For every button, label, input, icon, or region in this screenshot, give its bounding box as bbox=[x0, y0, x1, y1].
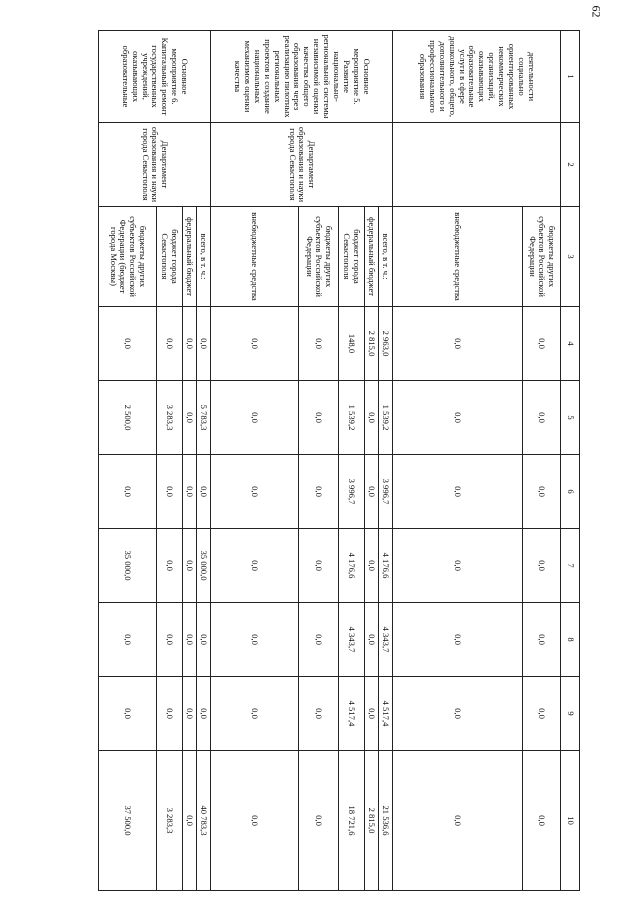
value-cell: 0,0 bbox=[365, 455, 379, 529]
col-header-7: 7 bbox=[561, 529, 580, 603]
total-cell: 40 783,3 bbox=[197, 751, 211, 891]
value-cell: 0,0 bbox=[183, 455, 197, 529]
value-cell: 4 517,4 bbox=[339, 677, 365, 751]
value-cell: 0,0 bbox=[197, 603, 211, 677]
col-header-9: 9 bbox=[561, 677, 580, 751]
col-header-5: 5 bbox=[561, 381, 580, 455]
value-cell: 1 539,2 bbox=[379, 381, 393, 455]
value-cell: 0,0 bbox=[365, 381, 379, 455]
value-cell: 0,0 bbox=[197, 455, 211, 529]
funding-source: бюджет города Севастополя bbox=[157, 207, 183, 307]
value-cell: 0,0 bbox=[99, 307, 157, 381]
value-cell: 2 963,0 bbox=[379, 307, 393, 381]
activity-description: Основное мероприятие 6. Капитальный ремонт государственных учреждений, оказывающих образовательные bbox=[99, 31, 211, 123]
value-cell: 0,0 bbox=[299, 603, 339, 677]
total-cell: 21 536,6 bbox=[379, 751, 393, 891]
col-header-8: 8 bbox=[561, 603, 580, 677]
funding-source: бюджеты других субъектов Российской Федерации (бюджет города Москвы) bbox=[99, 207, 157, 307]
total-cell: 0,0 bbox=[211, 751, 299, 891]
value-cell: 0,0 bbox=[183, 307, 197, 381]
value-cell: 0,0 bbox=[183, 381, 197, 455]
funding-source: всего, в т. ч.: bbox=[379, 207, 393, 307]
value-cell: 0,0 bbox=[99, 677, 157, 751]
total-cell: 0,0 bbox=[299, 751, 339, 891]
total-cell: 0,0 bbox=[183, 751, 197, 891]
value-cell: 0,0 bbox=[157, 677, 183, 751]
value-cell: 0,0 bbox=[211, 603, 299, 677]
value-cell: 0,0 bbox=[211, 307, 299, 381]
total-cell: 0,0 bbox=[393, 751, 523, 891]
value-cell: 4 517,4 bbox=[379, 677, 393, 751]
value-cell: 148,0 bbox=[339, 307, 365, 381]
value-cell: 4 343,7 bbox=[339, 603, 365, 677]
value-cell: 0,0 bbox=[211, 677, 299, 751]
value-cell: 0,0 bbox=[393, 307, 523, 381]
total-cell: 3 283,3 bbox=[157, 751, 183, 891]
value-cell: 0,0 bbox=[393, 677, 523, 751]
table-row bbox=[523, 31, 561, 891]
value-cell: 0,0 bbox=[393, 455, 523, 529]
total-cell: 2 815,0 bbox=[365, 751, 379, 891]
value-cell: 35 000,0 bbox=[99, 529, 157, 603]
col-header-3: 3 bbox=[561, 207, 580, 307]
col-header-2: 2 bbox=[561, 123, 580, 207]
value-cell: 3 283,3 bbox=[157, 381, 183, 455]
value-cell: 35 000,0 bbox=[197, 529, 211, 603]
value-cell: 0,0 bbox=[365, 677, 379, 751]
col-header-10: 10 bbox=[561, 751, 580, 891]
executor-cell: Департамент образования и науки города Севастополя bbox=[211, 123, 393, 207]
value-cell: 2 815,0 bbox=[365, 307, 379, 381]
funding-source: всего, в т. ч.: bbox=[197, 207, 211, 307]
value-cell: 0,0 bbox=[365, 529, 379, 603]
value-cell: 0,0 bbox=[211, 381, 299, 455]
value-cell: 0,0 bbox=[183, 677, 197, 751]
total-cell: 37 500,0 bbox=[99, 751, 157, 891]
column-number-row bbox=[561, 31, 580, 891]
value-cell: 0,0 bbox=[393, 529, 523, 603]
col-header-6: 6 bbox=[561, 455, 580, 529]
col-header-4: 4 bbox=[561, 307, 580, 381]
budget-table-sheet bbox=[80, 30, 580, 890]
col-header-1: 1 bbox=[561, 31, 580, 123]
total-cell: 18 721,6 bbox=[339, 751, 365, 891]
value-cell: 0,0 bbox=[523, 529, 561, 603]
funding-source: федеральный бюджет bbox=[183, 207, 197, 307]
funding-source: внебюджетные средства bbox=[393, 207, 523, 307]
funding-source: бюджет города Севастополя bbox=[339, 207, 365, 307]
value-cell: 0,0 bbox=[157, 529, 183, 603]
value-cell: 0,0 bbox=[211, 529, 299, 603]
funding-source: федеральный бюджет bbox=[365, 207, 379, 307]
value-cell: 0,0 bbox=[299, 455, 339, 529]
value-cell: 0,0 bbox=[523, 381, 561, 455]
value-cell: 0,0 bbox=[523, 455, 561, 529]
funding-source: внебюджетные средства bbox=[211, 207, 299, 307]
table-row bbox=[379, 31, 393, 891]
value-cell: 3 996,7 bbox=[379, 455, 393, 529]
value-cell: 0,0 bbox=[393, 381, 523, 455]
value-cell: 0,0 bbox=[523, 677, 561, 751]
value-cell: 0,0 bbox=[299, 677, 339, 751]
value-cell: 0,0 bbox=[197, 677, 211, 751]
value-cell: 0,0 bbox=[183, 603, 197, 677]
value-cell: 0,0 bbox=[299, 307, 339, 381]
value-cell: 1 539,2 bbox=[339, 381, 365, 455]
budget-table bbox=[98, 30, 580, 891]
value-cell: 0,0 bbox=[393, 603, 523, 677]
value-cell: 0,0 bbox=[99, 455, 157, 529]
value-cell: 4 176,6 bbox=[379, 529, 393, 603]
value-cell: 0,0 bbox=[99, 603, 157, 677]
executor-cell bbox=[393, 123, 561, 207]
value-cell: 0,0 bbox=[211, 455, 299, 529]
funding-source: бюджеты других субъектов Российской Федерации bbox=[299, 207, 339, 307]
value-cell: 0,0 bbox=[523, 307, 561, 381]
activity-description: Основное мероприятие 5. Развитие национально-региональной системы независимой оценки качества общего образования через реализацию пилотных региональных проектов и создание национальных механизмов оценки качества bbox=[211, 31, 393, 123]
value-cell: 0,0 bbox=[299, 381, 339, 455]
value-cell: 0,0 bbox=[197, 307, 211, 381]
value-cell: 0,0 bbox=[157, 455, 183, 529]
funding-source: бюджеты других субъектов Российской Федерации bbox=[523, 207, 561, 307]
value-cell: 0,0 bbox=[157, 603, 183, 677]
total-cell: 0,0 bbox=[523, 751, 561, 891]
activity-description: деятельности социально ориентированных некоммерческих организаций, оказывающих образовательные услуги в сфере дошкольного, общего, дополнительного и профессионального образования bbox=[393, 31, 561, 123]
value-cell: 3 996,7 bbox=[339, 455, 365, 529]
value-cell: 4 343,7 bbox=[379, 603, 393, 677]
value-cell: 4 176,6 bbox=[339, 529, 365, 603]
value-cell: 0,0 bbox=[183, 529, 197, 603]
value-cell: 5 783,3 bbox=[197, 381, 211, 455]
value-cell: 0,0 bbox=[365, 603, 379, 677]
page-number: 62 bbox=[589, 5, 604, 18]
table-row bbox=[197, 31, 211, 891]
executor-cell: Департамент образования и науки города Севастополя bbox=[99, 123, 211, 207]
value-cell: 0,0 bbox=[157, 307, 183, 381]
value-cell: 2 500,0 bbox=[99, 381, 157, 455]
value-cell: 0,0 bbox=[523, 603, 561, 677]
value-cell: 0,0 bbox=[299, 529, 339, 603]
